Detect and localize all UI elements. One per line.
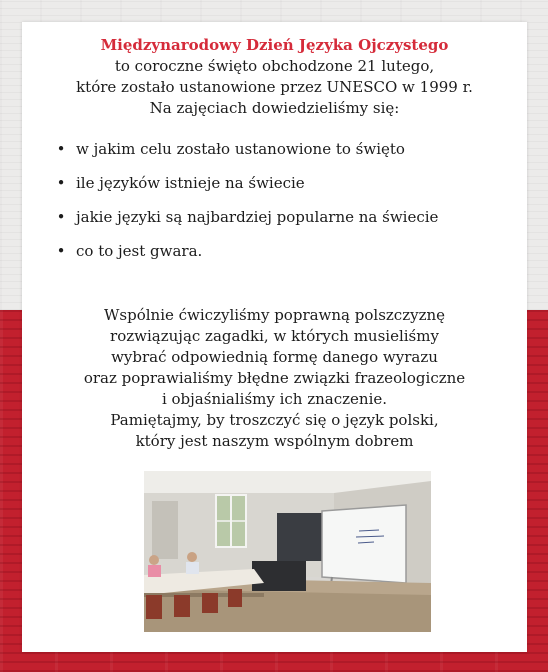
- summary-line-5: i objaśnialiśmy ich znaczenie.: [161, 390, 388, 408]
- list-item-text: w jakim celu zostało ustanowione to święto: [76, 140, 405, 158]
- bullet-icon: •: [56, 242, 66, 260]
- list-item: [54, 207, 504, 228]
- bullet-icon: •: [56, 140, 66, 158]
- bullet-icon: •: [56, 208, 66, 226]
- list-item: [54, 241, 504, 262]
- intro-section: [22, 35, 527, 119]
- summary-line-7: który jest naszym wspólnym dobrem: [135, 432, 414, 450]
- poster-card: [22, 22, 527, 652]
- list-item-text: ile języków istnieje na świecie: [76, 174, 305, 192]
- bullet-icon: •: [56, 174, 66, 192]
- list-item-text: jakie języki są najbardziej popularne na świecie: [76, 208, 439, 226]
- intro-line-3: Na zajęciach dowiedzieliśmy się:: [149, 99, 400, 117]
- summary-line-4: oraz poprawialiśmy błędne związki frazeologiczne: [83, 369, 466, 387]
- summary-line-6: Pamiętajmy, by troszczyć się o język polski,: [110, 411, 439, 429]
- learned-topics-list: [54, 139, 504, 275]
- list-item: [54, 139, 504, 160]
- intro-line-2: które zostało ustanowione przez UNESCO w 1999 r.: [76, 78, 473, 96]
- list-item: [54, 173, 504, 194]
- list-item-text: co to jest gwara.: [76, 242, 203, 260]
- poster-title: Międzynarodowy Dzień Języka Ojczystego: [100, 36, 449, 54]
- summary-line-2: rozwiązując zagadki, w których musieliśmy: [110, 327, 439, 345]
- summary-line-3: wybrać odpowiednią formę danego wyrazu: [111, 348, 438, 366]
- summary-line-1: Wspólnie ćwiczyliśmy poprawną polszczyznę: [103, 306, 446, 324]
- summary-section: [22, 305, 527, 452]
- classroom-photo-illustration: [144, 471, 431, 632]
- classroom-photo: [144, 471, 431, 632]
- intro-line-1: to coroczne święto obchodzone 21 lutego,: [114, 57, 435, 75]
